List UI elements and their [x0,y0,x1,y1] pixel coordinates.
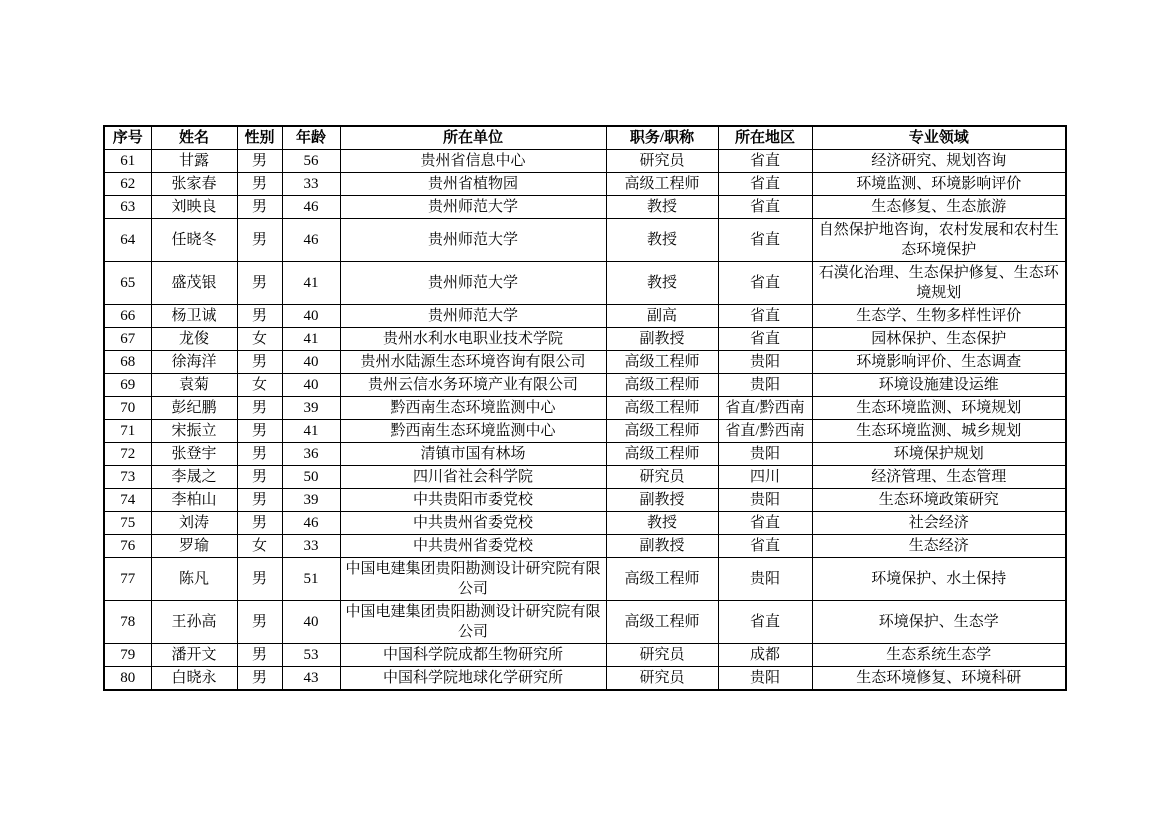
cell-title: 高级工程师 [606,443,718,466]
cell-title: 研究员 [606,150,718,173]
cell-title: 研究员 [606,667,718,691]
table-row [104,328,1066,351]
cell-organization: 黔西南生态环境监测中心 [340,397,606,420]
cell-region: 省直/黔西南 [718,397,812,420]
cell-field: 社会经济 [812,512,1066,535]
cell-organization: 贵州师范大学 [340,305,606,328]
table-row [104,466,1066,489]
cell-title: 副教授 [606,489,718,512]
cell-gender: 男 [237,420,282,443]
cell-gender: 男 [237,397,282,420]
cell-gender: 男 [237,512,282,535]
cell-age: 39 [282,489,340,512]
cell-region: 省直 [718,601,812,644]
cell-title: 副教授 [606,535,718,558]
cell-organization: 中共贵州省委党校 [340,512,606,535]
column-header-organization: 所在单位 [340,126,606,150]
cell-index: 77 [104,558,151,601]
cell-title: 研究员 [606,644,718,667]
cell-region: 贵阳 [718,489,812,512]
cell-age: 46 [282,512,340,535]
table-row [104,150,1066,173]
cell-age: 41 [282,328,340,351]
cell-region: 省直 [718,305,812,328]
table-row [104,196,1066,219]
cell-age: 46 [282,196,340,219]
cell-title: 高级工程师 [606,558,718,601]
cell-name: 袁菊 [151,374,237,397]
column-header-position-title: 职务/职称 [606,126,718,150]
cell-index: 79 [104,644,151,667]
column-header-index: 序号 [104,126,151,150]
cell-gender: 女 [237,535,282,558]
cell-title: 教授 [606,512,718,535]
cell-region: 省直 [718,150,812,173]
table-row [104,443,1066,466]
cell-organization: 中国电建集团贵阳勘测设计研究院有限公司 [340,601,606,644]
cell-index: 80 [104,667,151,691]
cell-index: 65 [104,262,151,305]
cell-field: 环境影响评价、生态调查 [812,351,1066,374]
cell-gender: 男 [237,558,282,601]
cell-name: 宋振立 [151,420,237,443]
table-row [104,374,1066,397]
cell-gender: 男 [237,351,282,374]
cell-region: 省直 [718,328,812,351]
cell-gender: 男 [237,305,282,328]
table-row [104,219,1066,262]
cell-field: 生态环境修复、环境科研 [812,667,1066,691]
cell-organization: 贵州水陆源生态环境咨询有限公司 [340,351,606,374]
cell-organization: 贵州师范大学 [340,262,606,305]
cell-organization: 黔西南生态环境监测中心 [340,420,606,443]
cell-title: 高级工程师 [606,601,718,644]
cell-field: 环境保护规划 [812,443,1066,466]
cell-field: 生态环境监测、环境规划 [812,397,1066,420]
cell-age: 40 [282,374,340,397]
cell-name: 罗瑜 [151,535,237,558]
table-row [104,262,1066,305]
cell-region: 贵阳 [718,443,812,466]
cell-gender: 男 [237,644,282,667]
cell-organization: 中国科学院地球化学研究所 [340,667,606,691]
cell-title: 高级工程师 [606,173,718,196]
table-row [104,305,1066,328]
table-row [104,558,1066,601]
cell-title: 高级工程师 [606,374,718,397]
cell-region: 贵阳 [718,351,812,374]
cell-index: 63 [104,196,151,219]
cell-age: 53 [282,644,340,667]
column-header-age: 年龄 [282,126,340,150]
cell-field: 生态经济 [812,535,1066,558]
table-row [104,644,1066,667]
cell-index: 61 [104,150,151,173]
cell-index: 64 [104,219,151,262]
cell-field: 经济管理、生态管理 [812,466,1066,489]
cell-age: 33 [282,173,340,196]
cell-age: 40 [282,601,340,644]
cell-organization: 贵州省植物园 [340,173,606,196]
cell-name: 彭纪鹏 [151,397,237,420]
cell-field: 生态环境监测、城乡规划 [812,420,1066,443]
cell-index: 67 [104,328,151,351]
cell-index: 74 [104,489,151,512]
cell-region: 贵阳 [718,667,812,691]
cell-field: 环境保护、水土保持 [812,558,1066,601]
cell-gender: 男 [237,219,282,262]
cell-name: 陈凡 [151,558,237,601]
cell-region: 省直 [718,196,812,219]
cell-age: 40 [282,351,340,374]
table-row [104,420,1066,443]
cell-name: 白晓永 [151,667,237,691]
cell-field: 生态系统生态学 [812,644,1066,667]
cell-organization: 清镇市国有林场 [340,443,606,466]
cell-organization: 贵州师范大学 [340,219,606,262]
cell-gender: 男 [237,601,282,644]
cell-gender: 男 [237,489,282,512]
cell-age: 41 [282,420,340,443]
table-header-row [104,126,1066,150]
cell-age: 41 [282,262,340,305]
cell-gender: 男 [237,173,282,196]
cell-name: 盛茂银 [151,262,237,305]
cell-name: 龙俊 [151,328,237,351]
table-row [104,489,1066,512]
cell-region: 省直 [718,173,812,196]
cell-field: 石漠化治理、生态保护修复、生态环境规划 [812,262,1066,305]
cell-age: 36 [282,443,340,466]
table-row [104,173,1066,196]
cell-gender: 男 [237,466,282,489]
cell-title: 教授 [606,262,718,305]
table-body [104,150,1066,691]
cell-index: 76 [104,535,151,558]
cell-name: 刘涛 [151,512,237,535]
cell-organization: 贵州云信水务环境产业有限公司 [340,374,606,397]
cell-organization: 中国电建集团贵阳勘测设计研究院有限公司 [340,558,606,601]
cell-index: 70 [104,397,151,420]
cell-gender: 男 [237,667,282,691]
table-row [104,397,1066,420]
cell-name: 张家春 [151,173,237,196]
table-row [104,667,1066,691]
cell-field: 自然保护地咨询，农村发展和农村生态环境保护 [812,219,1066,262]
cell-title: 副高 [606,305,718,328]
cell-age: 50 [282,466,340,489]
cell-field: 环境设施建设运维 [812,374,1066,397]
cell-region: 四川 [718,466,812,489]
cell-organization: 中共贵州省委党校 [340,535,606,558]
cell-index: 78 [104,601,151,644]
cell-age: 46 [282,219,340,262]
cell-title: 高级工程师 [606,351,718,374]
cell-region: 贵阳 [718,374,812,397]
cell-age: 33 [282,535,340,558]
cell-age: 56 [282,150,340,173]
cell-index: 73 [104,466,151,489]
cell-title: 研究员 [606,466,718,489]
table-row [104,601,1066,644]
cell-organization: 贵州水利水电职业技术学院 [340,328,606,351]
cell-region: 省直 [718,535,812,558]
table-row [104,512,1066,535]
cell-name: 王孙高 [151,601,237,644]
cell-gender: 男 [237,262,282,305]
cell-region: 成都 [718,644,812,667]
cell-index: 68 [104,351,151,374]
cell-name: 李晟之 [151,466,237,489]
cell-field: 生态学、生物多样性评价 [812,305,1066,328]
cell-name: 李柏山 [151,489,237,512]
cell-name: 张登宇 [151,443,237,466]
experts-roster-table [103,125,1067,691]
cell-region: 省直 [718,219,812,262]
cell-organization: 四川省社会科学院 [340,466,606,489]
table-row [104,535,1066,558]
cell-organization: 中共贵阳市委党校 [340,489,606,512]
cell-organization: 中国科学院成都生物研究所 [340,644,606,667]
cell-organization: 贵州省信息中心 [340,150,606,173]
cell-field: 环境保护、生态学 [812,601,1066,644]
cell-region: 省直/黔西南 [718,420,812,443]
cell-gender: 女 [237,374,282,397]
cell-index: 71 [104,420,151,443]
cell-region: 省直 [718,262,812,305]
cell-field: 经济研究、规划咨询 [812,150,1066,173]
cell-name: 甘露 [151,150,237,173]
cell-gender: 男 [237,443,282,466]
cell-field: 生态环境政策研究 [812,489,1066,512]
cell-title: 副教授 [606,328,718,351]
cell-region: 贵阳 [718,558,812,601]
cell-field: 生态修复、生态旅游 [812,196,1066,219]
cell-title: 教授 [606,219,718,262]
cell-name: 任晓冬 [151,219,237,262]
cell-index: 62 [104,173,151,196]
cell-name: 徐海洋 [151,351,237,374]
cell-name: 刘映良 [151,196,237,219]
cell-field: 环境监测、环境影响评价 [812,173,1066,196]
cell-gender: 女 [237,328,282,351]
cell-age: 39 [282,397,340,420]
cell-age: 40 [282,305,340,328]
cell-region: 省直 [718,512,812,535]
cell-field: 园林保护、生态保护 [812,328,1066,351]
cell-age: 51 [282,558,340,601]
column-header-region: 所在地区 [718,126,812,150]
cell-index: 75 [104,512,151,535]
cell-index: 69 [104,374,151,397]
cell-title: 高级工程师 [606,420,718,443]
table-row [104,351,1066,374]
cell-name: 杨卫诚 [151,305,237,328]
column-header-gender: 性别 [237,126,282,150]
cell-title: 高级工程师 [606,397,718,420]
column-header-field: 专业领域 [812,126,1066,150]
cell-age: 43 [282,667,340,691]
cell-gender: 男 [237,150,282,173]
column-header-name: 姓名 [151,126,237,150]
cell-title: 教授 [606,196,718,219]
cell-index: 72 [104,443,151,466]
cell-name: 潘开文 [151,644,237,667]
cell-index: 66 [104,305,151,328]
cell-gender: 男 [237,196,282,219]
cell-organization: 贵州师范大学 [340,196,606,219]
